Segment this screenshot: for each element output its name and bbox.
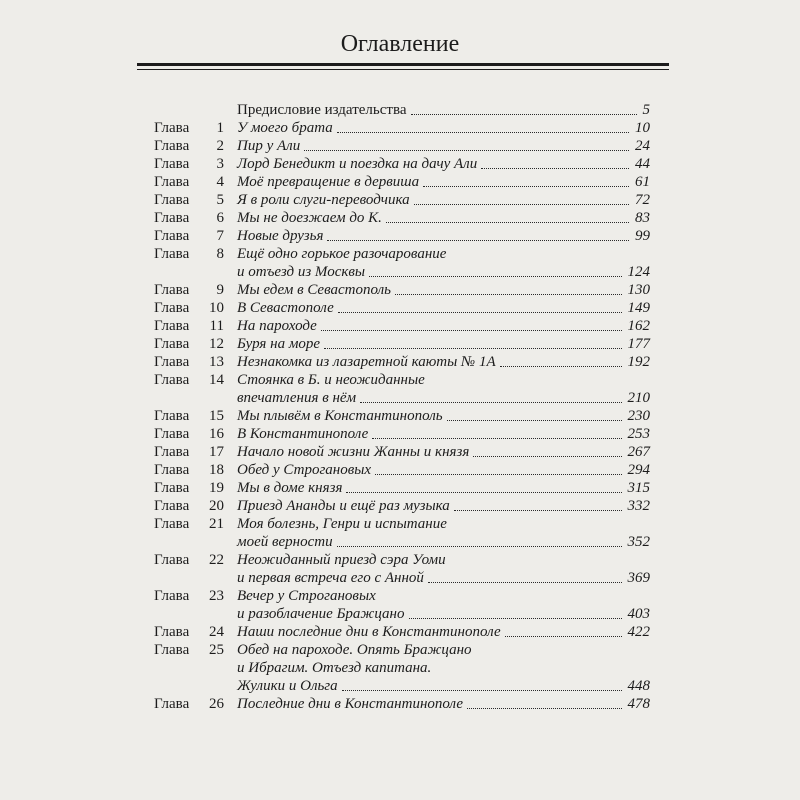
leader-dots (386, 222, 629, 223)
toc-row (0, 605, 800, 623)
chapter-number: 8 (216, 246, 224, 262)
page-number: 253 (627, 426, 650, 442)
chapter-word: Глава (154, 498, 190, 514)
chapter-title: впечатления в нём (237, 390, 357, 406)
page-number: 99 (635, 228, 650, 244)
toc-row (0, 371, 800, 389)
chapter-title: Мы в доме князя (237, 480, 343, 496)
chapter-word: Глава (154, 444, 190, 460)
chapter-title: Стоянка в Б. и неожиданные (237, 372, 425, 388)
chapter-number: 13 (209, 354, 224, 370)
leader-dots (327, 240, 629, 241)
chapter-title: Предисловие издательства (237, 102, 407, 118)
chapter-word: Глава (154, 588, 190, 604)
chapter-word: Глава (154, 174, 190, 190)
leader-dots (342, 690, 622, 691)
page-number: 267 (627, 444, 650, 460)
chapter-word: Глава (154, 156, 190, 172)
leader-dots (505, 636, 622, 637)
chapter-word: Глава (154, 480, 190, 496)
page-number: 352 (627, 534, 650, 550)
chapter-title: моей верности (237, 534, 333, 550)
toc-row (0, 119, 800, 137)
toc-row (0, 677, 800, 695)
chapter-title: Моя болезнь, Генри и испытание (237, 516, 447, 532)
toc-row (0, 263, 800, 281)
chapter-number: 10 (209, 300, 224, 316)
chapter-title: Я в роли слуги-переводчика (237, 192, 410, 208)
chapter-title: и разоблачение Бражцано (237, 606, 405, 622)
chapter-number: 11 (209, 318, 224, 334)
page-number: 24 (635, 138, 650, 154)
page-number: 162 (627, 318, 650, 334)
toc-row (0, 317, 800, 335)
toc-row (0, 623, 800, 641)
chapter-word: Глава (154, 516, 190, 532)
leader-dots (338, 312, 622, 313)
chapter-number: 3 (216, 156, 224, 172)
leader-dots (423, 186, 629, 187)
chapter-word: Глава (154, 138, 190, 154)
toc-row (0, 173, 800, 191)
toc-row (0, 353, 800, 371)
page-number: 192 (627, 354, 650, 370)
page-number: 403 (627, 606, 650, 622)
toc-row (0, 227, 800, 245)
toc-row (0, 695, 800, 713)
chapter-number: 21 (209, 516, 224, 532)
chapter-number: 4 (216, 174, 224, 190)
leader-dots (411, 114, 637, 115)
chapter-title: В Константинополе (237, 426, 369, 442)
chapter-title: Последние дни в Константинополе (237, 696, 464, 712)
page-number: 315 (627, 480, 650, 496)
toc-row (0, 515, 800, 533)
chapter-number: 14 (209, 372, 224, 388)
leader-dots (428, 582, 622, 583)
chapter-word: Глава (154, 696, 190, 712)
chapter-title: Жулики и Ольга (237, 678, 338, 694)
chapter-number: 23 (209, 588, 224, 604)
toc-row (0, 137, 800, 155)
toc-row (0, 425, 800, 443)
toc-row (0, 101, 800, 119)
chapter-title: В Севастополе (237, 300, 334, 316)
chapter-number: 25 (209, 642, 224, 658)
chapter-word: Глава (154, 192, 190, 208)
chapter-number: 22 (209, 552, 224, 568)
leader-dots (337, 132, 629, 133)
toc-row (0, 659, 800, 677)
title-rule-thick (137, 63, 669, 66)
chapter-title: Начало новой жизни Жанны и князя (237, 444, 470, 460)
chapter-title: и первая встреча его с Анной (237, 570, 424, 586)
leader-dots (454, 510, 622, 511)
chapter-number: 20 (209, 498, 224, 514)
leader-dots (346, 492, 621, 493)
page-number: 72 (635, 192, 650, 208)
page-number: 478 (627, 696, 650, 712)
toc-row (0, 155, 800, 173)
leader-dots (395, 294, 622, 295)
chapter-title: Вечер у Строгановых (237, 588, 376, 604)
page-number: 5 (642, 102, 650, 118)
chapter-title: Ещё одно горькое разочарование (237, 246, 447, 262)
chapter-title: и отъезд из Москвы (237, 264, 366, 280)
leader-dots (473, 456, 621, 457)
chapter-number: 5 (216, 192, 224, 208)
chapter-word: Глава (154, 228, 190, 244)
chapter-word: Глава (154, 354, 190, 370)
page-number: 10 (635, 120, 650, 136)
chapter-title: Приезд Ананды и ещё раз музыка (237, 498, 450, 514)
toc-row (0, 443, 800, 461)
chapter-number: 17 (209, 444, 224, 460)
chapter-title: Мы едем в Севастополь (237, 282, 391, 298)
title-rule-thin (137, 69, 669, 70)
chapter-title: На пароходе (237, 318, 317, 334)
page-number: 294 (627, 462, 650, 478)
chapter-word: Глава (154, 336, 190, 352)
chapter-word: Глава (154, 246, 190, 262)
page-number: 332 (627, 498, 650, 514)
chapter-word: Глава (154, 120, 190, 136)
chapter-title: Буря на море (237, 336, 321, 352)
toc-row (0, 209, 800, 227)
toc-row (0, 587, 800, 605)
chapter-title: Неожиданный приезд сэра Уоми (237, 552, 446, 568)
chapter-word: Глава (154, 318, 190, 334)
toc-row (0, 245, 800, 263)
chapter-title: Пир у Али (237, 138, 301, 154)
chapter-number: 1 (216, 120, 224, 136)
chapter-word: Глава (154, 408, 190, 424)
chapter-title: Обед на пароходе. Опять Бражцано (237, 642, 472, 658)
toc-row (0, 191, 800, 209)
chapter-word: Глава (154, 300, 190, 316)
chapter-title: Новые друзья (237, 228, 324, 244)
leader-dots (360, 402, 621, 403)
leader-dots (414, 204, 629, 205)
chapter-number: 9 (216, 282, 224, 298)
page-number: 61 (635, 174, 650, 190)
chapter-number: 7 (216, 228, 224, 244)
table-of-contents (0, 101, 800, 713)
toc-row (0, 389, 800, 407)
chapter-word: Глава (154, 552, 190, 568)
page-number: 448 (627, 678, 650, 694)
leader-dots (481, 168, 629, 169)
page-number: 124 (627, 264, 650, 280)
leader-dots (324, 348, 621, 349)
chapter-number: 24 (209, 624, 224, 640)
chapter-number: 2 (216, 138, 224, 154)
toc-row (0, 479, 800, 497)
leader-dots (337, 546, 622, 547)
chapter-word: Глава (154, 624, 190, 640)
chapter-title: Лорд Бенедикт и поездка на дачу Али (237, 156, 478, 172)
toc-row (0, 533, 800, 551)
chapter-title: Незнакомка из лазаретной каюты № 1А (237, 354, 496, 370)
toc-row (0, 281, 800, 299)
leader-dots (372, 438, 621, 439)
leader-dots (500, 366, 622, 367)
leader-dots (467, 708, 621, 709)
chapter-word: Глава (154, 210, 190, 226)
chapter-title: Наши последние дни в Константинополе (237, 624, 501, 640)
chapter-word: Глава (154, 282, 190, 298)
toc-row (0, 335, 800, 353)
chapter-word: Глава (154, 426, 190, 442)
page-number: 422 (627, 624, 650, 640)
chapter-number: 18 (209, 462, 224, 478)
leader-dots (369, 276, 621, 277)
toc-row (0, 569, 800, 587)
leader-dots (321, 330, 622, 331)
leader-dots (375, 474, 621, 475)
chapter-number: 16 (209, 426, 224, 442)
page-number: 369 (627, 570, 650, 586)
toc-row (0, 299, 800, 317)
chapter-number: 26 (209, 696, 224, 712)
chapter-word: Глава (154, 462, 190, 478)
chapter-title: У моего брата (237, 120, 333, 136)
page-number: 44 (635, 156, 650, 172)
chapter-number: 19 (209, 480, 224, 496)
chapter-word: Глава (154, 372, 190, 388)
chapter-title: Мы не доезжаем до К. (237, 210, 382, 226)
toc-row (0, 551, 800, 569)
toc-row (0, 461, 800, 479)
leader-dots (304, 150, 629, 151)
chapter-word: Глава (154, 642, 190, 658)
toc-row (0, 407, 800, 425)
chapter-title: Мы плывём в Константинополь (237, 408, 443, 424)
chapter-title: Обед у Строгановых (237, 462, 372, 478)
page-number: 83 (635, 210, 650, 226)
leader-dots (447, 420, 622, 421)
page-number: 130 (627, 282, 650, 298)
chapter-title: и Ибрагим. Отъезд капитана. (237, 660, 432, 676)
leader-dots (409, 618, 622, 619)
chapter-number: 15 (209, 408, 224, 424)
chapter-title: Моё превращение в дервиша (237, 174, 420, 190)
toc-row (0, 641, 800, 659)
page-number: 177 (627, 336, 650, 352)
page-number: 149 (627, 300, 650, 316)
chapter-number: 6 (216, 210, 224, 226)
page-number: 230 (627, 408, 650, 424)
page-title: Оглавление (340, 31, 460, 57)
page-number: 210 (627, 390, 650, 406)
chapter-number: 12 (209, 336, 224, 352)
toc-row (0, 497, 800, 515)
